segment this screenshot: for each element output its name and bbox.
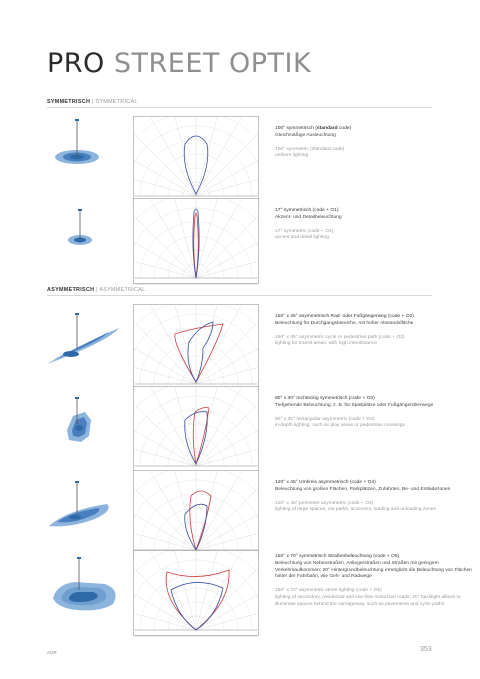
optic-heading (275, 208, 475, 215)
polar-diagram (133, 550, 259, 640)
section-symmetric-en: SYMMETRICAL (95, 99, 138, 105)
title-part-pro: PRO (47, 48, 105, 79)
section-symmetric-de: SYMMETRISCH (47, 99, 91, 105)
page-title (47, 50, 311, 77)
section-asymmetric-en: ASYMMETRICAL (99, 287, 146, 293)
section-symmetric (47, 99, 138, 105)
polar-diagram (133, 470, 259, 560)
optic-text (275, 480, 475, 514)
polar-diagram (133, 116, 259, 206)
optic-heading: 150° x 70° symmetrisch Straßenbeleuchtung (code + O5) (275, 554, 400, 559)
optic-heading: 150° x 45° asymmetrisch Rad- oder Fußgängerweg (code + O2) (275, 314, 414, 319)
optic-heading (275, 126, 475, 133)
optic-row (47, 550, 472, 640)
optic-text (275, 554, 475, 609)
lamp-illustration (47, 304, 127, 394)
section-separator: | (90, 99, 96, 105)
optic-row (47, 116, 432, 206)
lamp-illustration (47, 550, 127, 640)
optic-row (47, 198, 432, 288)
optic-description-de: Beleuchtung für Durchgangsbereiche, mit hoher Abstandsfläche (275, 320, 414, 326)
section-separator: | (94, 287, 100, 293)
optic-description-en: uniform lighting (275, 153, 309, 159)
lamp-illustration (47, 470, 127, 560)
optic-heading-en: 90° x 30° rectangular asymmetric (code + O3) (275, 416, 375, 422)
optic-heading: 90° x 30° rechteckig symmetrisch (code + O3) (275, 396, 375, 401)
optic-heading-en: 150° x 70° asymmetric street lighting (code + O5) (275, 588, 382, 594)
heading-text-end: code) (337, 126, 352, 131)
lamp-illustration (47, 198, 127, 288)
optic-description-en: accent and detail lighting (275, 235, 329, 241)
optic-description-de: Beleuchtung von Nebenstraßen, Anliegerstraßen und Straßen mit geringem Verkehrsaufkommen; 20° Hintergrundbeleuchtung ermöglicht die Beleuchtung von Flächen hinter der Fahrbahn, wie Geh- und Radwege (275, 560, 472, 580)
optic-text (275, 396, 475, 430)
title-part-rest: STREET OPTIK (104, 48, 312, 79)
optic-description-de: Beleuchtung von großen Flächen, Parkplätzen, Zufahrten, Be- und Entladezonen (275, 486, 451, 492)
polar-diagram (133, 198, 259, 288)
section-rule (47, 107, 432, 108)
optic-description-en: lighting for transit areas, with high interdistance (275, 341, 377, 347)
optic-heading: 120° x 45° Umkreis asymmetrisch (code + O4) (275, 480, 376, 485)
optic-description-de: Tiefgehende Beleuchtung, z. B. für Spielplätze oder Fußgängerüberwege (275, 402, 434, 408)
heading-text: 17° symmetrisch (code + O1) (275, 208, 339, 213)
optic-text (275, 208, 475, 242)
optic-row (47, 386, 432, 476)
optic-heading-en: 100° symmetric (standard code) (275, 146, 345, 152)
optic-text (275, 126, 475, 160)
optic-description-en: in-depth lighting, such as play areas or pedestrian crossings (275, 423, 405, 429)
optic-heading-en: 150° x 45° asymmetric cycle or pedestrian path (code + O2) (275, 334, 405, 340)
optic-heading-en: 17° symmetric (code + O1) (275, 228, 334, 234)
optic-row (47, 304, 432, 394)
optic-text (275, 314, 475, 348)
optic-description-de: Gleichmäßige Ausleuchtung (275, 132, 336, 138)
heading-text: 100° symmetrisch ( (275, 126, 317, 131)
lamp-illustration (47, 116, 127, 206)
footer-code: AGR (47, 650, 57, 655)
section-rule (47, 295, 432, 296)
optic-description-en: lighting of secondary, residential and low-flow motorized roads; 20° backlight allows to illuminate spaces behind the carriageway, such as pavements and cycle paths (275, 594, 461, 607)
polar-diagram (133, 304, 259, 394)
page-number: 353 (420, 646, 432, 653)
optic-description-en: lighting of large spaces, car parks, accesses, loading and unloading zones (275, 507, 436, 513)
polar-diagram (133, 386, 259, 476)
lamp-illustration (47, 386, 127, 476)
section-asymmetric-de: ASYMMETRISCH (47, 287, 95, 293)
optic-heading-en: 120° x 45° perimeter asymmetric (code + O4) (275, 500, 374, 506)
optic-description-de: Akzent- und Detailbeleuchtung (275, 214, 342, 220)
heading-bold: standard (316, 126, 338, 131)
optic-row (47, 470, 451, 560)
